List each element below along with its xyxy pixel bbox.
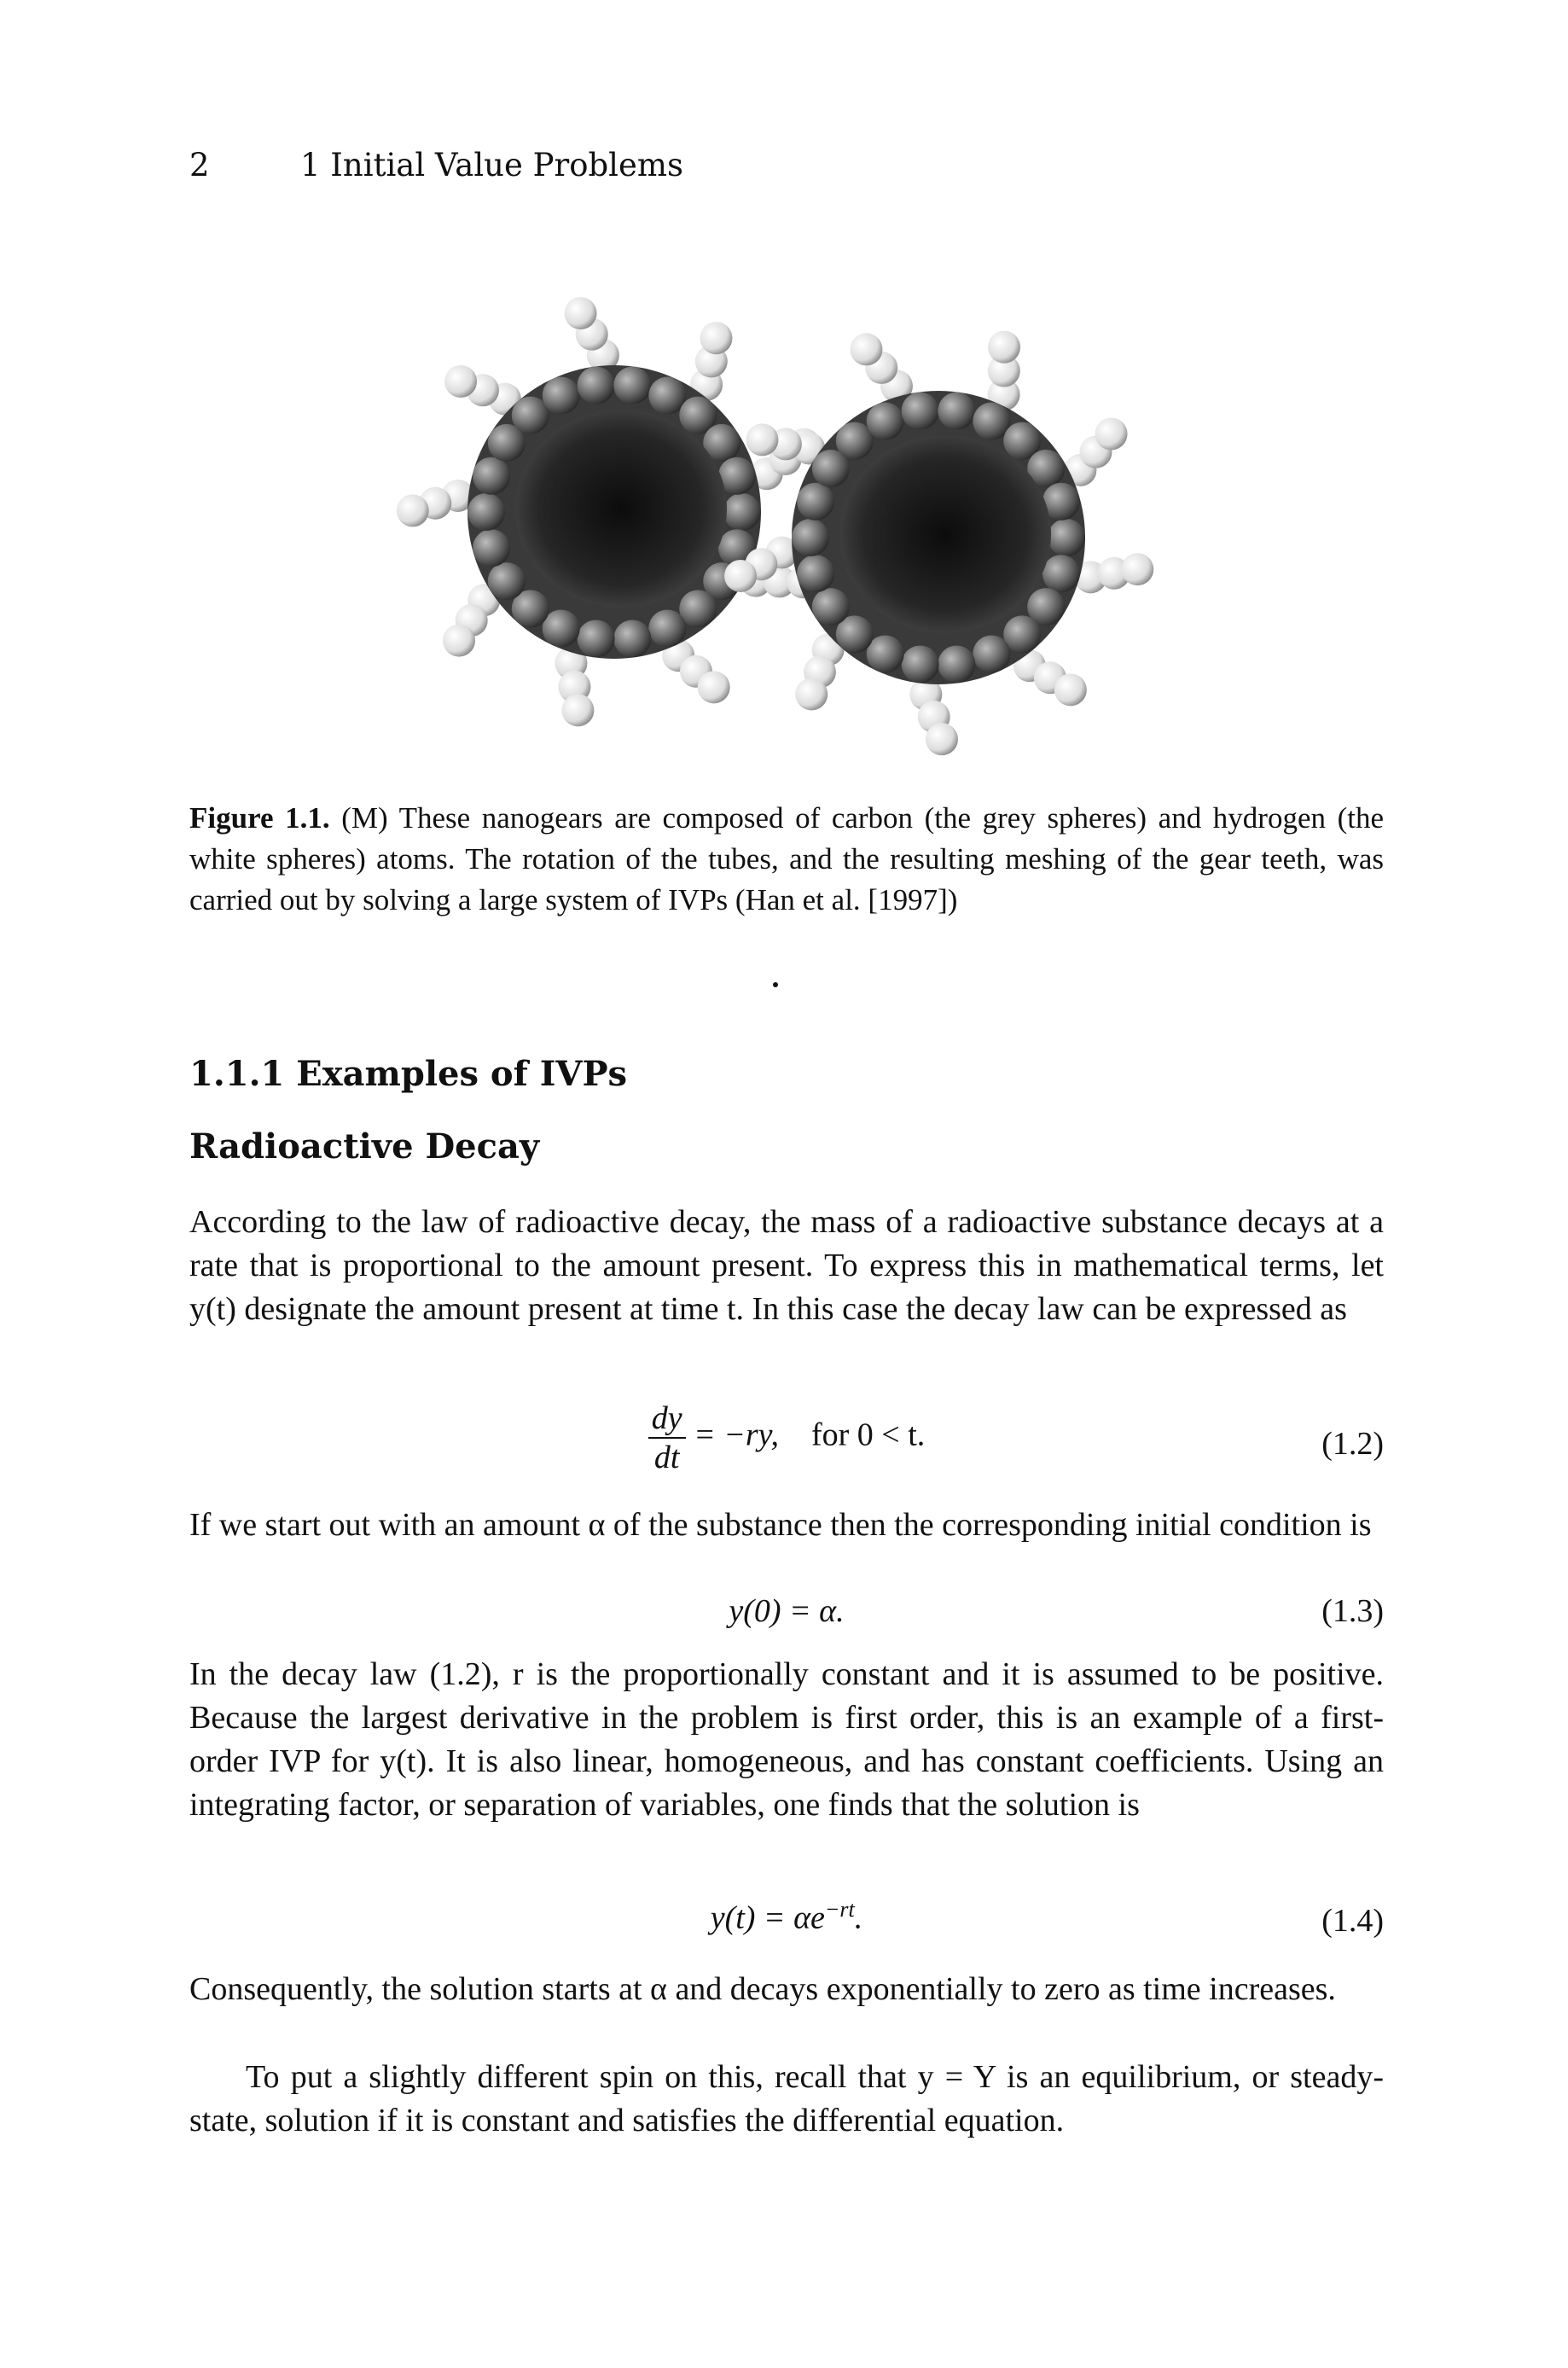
hydrogen-atom xyxy=(698,671,730,703)
hydrogen-atom xyxy=(1121,553,1153,585)
hydrogen-atom xyxy=(1095,417,1128,450)
subsection-heading: Radioactive Decay xyxy=(189,1126,540,1167)
paragraph-3: In the decay law (1.2), r is the proportionally constant and it is assumed to be positive. Because the largest derivative in the problem is first order, this is an example of a first-order IVP for y(t). It is also linear, homogeneous, and has constant coefficients. Using an integrating factor, or separation of variables, one finds that the solution is xyxy=(189,1656,1384,1823)
page-number: 2 xyxy=(189,147,210,183)
carbon-atom xyxy=(578,367,615,404)
carbon-atom xyxy=(488,562,526,600)
hydrogen-atom xyxy=(795,678,828,710)
carbon-atom xyxy=(613,620,651,657)
hydrogen-atom xyxy=(1054,673,1087,706)
carbon-atom xyxy=(867,403,904,440)
carbon-atom xyxy=(812,588,850,625)
hydrogen-atom xyxy=(724,560,757,592)
tube-bore xyxy=(515,410,727,608)
paragraph-1: According to the law of radioactive decay, the mass of a radioactive substance decays at a rate that is proportional to the amount present. To express this in mathematical terms, let y(t) designate the amount present at time t. In this case the decay law can be expressed as xyxy=(189,1204,1384,1327)
tube-bore xyxy=(839,435,1051,633)
carbon-atom xyxy=(792,519,829,556)
equation-number: (1.4) xyxy=(1321,1903,1384,1939)
equation-expr: y(t) = αe xyxy=(710,1900,825,1936)
carbon-atom xyxy=(1048,519,1085,556)
carbon-atom xyxy=(797,555,834,592)
hydrogen-atom xyxy=(926,723,958,755)
hydrogen-atom xyxy=(700,322,732,354)
figure-caption xyxy=(189,798,1384,921)
equation-exponent: −rt xyxy=(824,1897,855,1922)
carbon-atom xyxy=(578,620,615,657)
hydrogen-atom xyxy=(561,694,594,726)
fraction-numerator: dy xyxy=(648,1399,686,1439)
derivative-fraction xyxy=(648,1399,686,1476)
carbon-atom xyxy=(648,609,686,647)
hydrogen-atom xyxy=(988,331,1020,364)
carbon-atom xyxy=(973,635,1010,672)
carbon-atom xyxy=(938,393,975,430)
carbon-atom xyxy=(902,393,939,430)
hydrogen-atom xyxy=(397,494,429,527)
chapter-title: 1 Initial Value Problems xyxy=(300,147,683,183)
carbon-atom xyxy=(613,367,651,404)
running-head xyxy=(189,147,683,183)
equation-tail: . xyxy=(854,1900,863,1936)
nanogears-figure xyxy=(358,230,1211,785)
carbon-atom xyxy=(938,645,975,683)
gear-atoms xyxy=(397,297,1153,755)
paragraph-4: Consequently, the solution starts at α and decays exponentially to zero as time increases. xyxy=(189,1971,1336,2007)
equation-1-2 xyxy=(189,1399,1384,1485)
carbon-atom xyxy=(797,483,834,521)
hydrogen-atom xyxy=(443,625,475,657)
carbon-atom xyxy=(1042,555,1080,592)
fraction-denominator: dt xyxy=(653,1440,680,1475)
figure-caption-text: (M) These nanogears are composed of carbon (the grey spheres) and hydrogen (the white spheres) atoms. The rotation of the tubes, and the resulting meshing of the gear teeth, was carried out by solving a large system of IVPs (Han et al. [1997]) xyxy=(189,801,1384,916)
hydrogen-atom xyxy=(444,365,477,398)
equation-rhs: = −ry, xyxy=(685,1417,779,1453)
paragraph-5: To put a slightly different spin on this, recall that y = Y is an equilibrium, or steady-state, solution if it is constant and satisfies the differential equation. xyxy=(189,2059,1384,2138)
hydrogen-atom xyxy=(746,423,778,456)
stray-dot xyxy=(773,982,778,987)
paragraph-2: If we start out with an amount α of the substance then the corresponding initial condition is xyxy=(189,1507,1372,1543)
carbon-atom xyxy=(467,493,505,531)
equation-number: (1.2) xyxy=(1321,1426,1384,1462)
carbon-atom xyxy=(473,457,510,495)
hydrogen-atom xyxy=(565,297,597,329)
carbon-atom xyxy=(543,377,580,415)
section-heading: 1.1.1 Examples of IVPs xyxy=(189,1054,628,1094)
carbon-atom xyxy=(902,645,939,683)
equation-number: (1.3) xyxy=(1321,1593,1384,1629)
carbon-atom xyxy=(723,493,761,531)
carbon-atom xyxy=(473,529,510,567)
figure-label: Figure 1.1. xyxy=(189,801,330,835)
equation-condition: for 0 < t. xyxy=(810,1417,926,1453)
hydrogen-atom xyxy=(850,333,882,365)
equation-expr: y(0) = α. xyxy=(729,1593,845,1629)
